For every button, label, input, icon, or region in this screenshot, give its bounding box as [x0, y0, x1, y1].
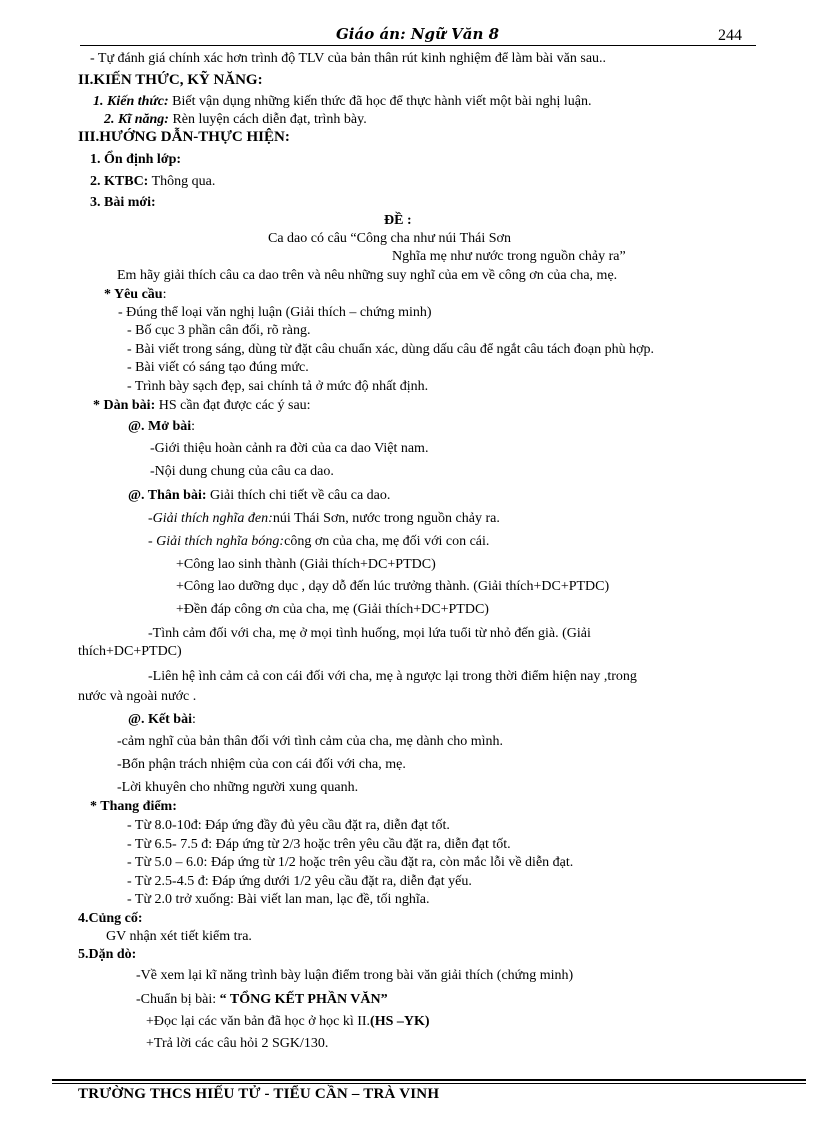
conclusion-item: -Lời khuyên cho những người xung quanh.	[117, 780, 359, 795]
footer-rule-thin	[52, 1083, 806, 1084]
conclusion-item: -Bổn phận trách nhiệm của con cái đối với cha, mẹ.	[117, 757, 406, 772]
page-number: 244	[718, 27, 742, 44]
body-item	[148, 510, 500, 527]
exam-quote-2: Nghĩa mẹ như nước trong nguồn chảy ra”	[392, 249, 626, 264]
grading-item: - Từ 6.5- 7.5 đ: Đáp ứng từ 2/3 hoặc trên yêu cầu đặt ra, diễn đạt tốt.	[127, 837, 511, 852]
step-5-subitem: +Trả lời các câu hỏi 2 SGK/130.	[146, 1036, 329, 1051]
grading-item: - Từ 2.0 trở xuống: Bài viết lan man, lạc đề, tối nghĩa.	[127, 892, 430, 907]
conclusion-label: @. Kết bài	[128, 712, 192, 727]
requirement-item: - Đúng thể loại văn nghị luận (Giải thích – chứng minh)	[118, 305, 432, 320]
skill-label: 2. Kĩ năng:	[104, 112, 169, 127]
body-item: -Liên hệ ình cảm cả con cái đối với cha, mẹ à ngược lại trong thời điểm hiện nay ,trong	[148, 669, 637, 684]
body-item-continued: nước và ngoài nước .	[78, 689, 197, 704]
header-title: Giáo án: Ngữ Văn 8	[336, 25, 500, 43]
knowledge-label: 1. Kiến thức:	[93, 94, 169, 109]
body-subitem: +Công lao dưỡng dục , dạy dỗ đến lúc trưởng thành. (Giải thích+DC+PTDC)	[176, 579, 610, 594]
requirements-label: * Yêu cầu	[104, 287, 163, 302]
outline-heading	[93, 397, 311, 414]
step-5-item	[136, 991, 388, 1008]
requirement-item: - Bài viết trong sáng, dùng từ đặt câu chuẩn xác, dùng dấu câu để ngắt câu tách đoạn phù hợp.	[127, 342, 654, 357]
exam-title: ĐỀ :	[384, 213, 412, 228]
intro-item: -Nội dung chung của câu ca dao.	[150, 464, 334, 479]
step-2-label: 2. KTBC:	[90, 174, 149, 189]
body-heading	[128, 487, 390, 504]
conclusion-item: -cảm nghĩ của bản thân đối với tình cảm của cha, mẹ dành cho mình.	[117, 734, 504, 749]
footer-school: TRƯỜNG THCS HIẾU TỬ - TIỂU CẦN – TRÀ VINH	[78, 1086, 440, 1102]
figurative-meaning-text: công ơn của cha, mẹ đối với con cái.	[284, 534, 490, 549]
reread-note: (HS –YK)	[370, 1014, 430, 1029]
step-5-item: -Về xem lại kĩ năng trình bày luận điểm trong bài văn giải thích (chứng minh)	[136, 968, 574, 983]
body-label: @. Thân bài:	[128, 488, 207, 503]
intro-heading	[128, 418, 195, 435]
step-2-text: Thông qua.	[148, 174, 216, 189]
grading-item: - Từ 2.5-4.5 đ: Đáp ứng dưới 1/2 yêu cầu đặt ra, diễn đạt yếu.	[127, 874, 472, 889]
body-subitem: +Đền đáp công ơn của cha, mẹ (Giải thích+DC+PTDC)	[176, 602, 489, 617]
exam-question: Em hãy giải thích câu ca dao trên và nêu những suy nghĩ của em về công ơn của cha, mẹ.	[117, 268, 618, 283]
intro-colon: :	[191, 419, 196, 434]
step-1: 1. Ổn định lớp:	[90, 152, 182, 167]
grading-item: - Từ 8.0-10đ: Đáp ứng đầy đủ yêu cầu đặt ra, diễn đạt tốt.	[127, 818, 450, 833]
figurative-meaning-label: - Giải thích nghĩa bóng:	[148, 534, 285, 549]
step-4-text: GV nhận xét tiết kiểm tra.	[106, 929, 252, 944]
requirement-item: - Trình bày sạch đẹp, sai chính tả ở mức độ nhất định.	[127, 379, 429, 394]
skill-line	[104, 111, 367, 128]
prepare-lesson: “ TỔNG KẾT PHẦN VĂN”	[219, 992, 388, 1007]
intro-label: @. Mở bài	[128, 419, 192, 434]
step-4: 4.Củng cố:	[78, 911, 143, 926]
section-heading-3: III.HƯỚNG DẪN-THỰC HIỆN:	[78, 129, 290, 145]
objective-line: - Tự đánh giá chính xác hơn trình độ TLV của bản thân rút kinh nghiệm để làm bài văn sau..	[90, 51, 607, 66]
footer-rule-thick	[52, 1079, 806, 1081]
header-rule	[80, 45, 756, 46]
knowledge-text: Biết vận dụng những kiến thức đã học để thực hành viết một bài nghị luận.	[168, 94, 592, 109]
step-5: 5.Dặn dò:	[78, 947, 137, 962]
literal-meaning-text: núi Thái Sơn, nước trong nguồn chảy ra.	[272, 511, 500, 526]
conclusion-colon: :	[191, 712, 196, 727]
reread-text: +Đọc lại các văn bản đã học ở học kì II.	[146, 1014, 371, 1029]
section-heading-2: II.KIẾN THỨC, KỸ NĂNG:	[78, 72, 263, 88]
intro-item: -Giới thiệu hoàn cảnh ra đời của ca dao Việt nam.	[150, 441, 429, 456]
body-text: Giải thích chi tiết về câu ca dao.	[206, 488, 391, 503]
step-2	[90, 173, 215, 190]
outline-text: HS cần đạt được các ý sau:	[155, 398, 311, 413]
requirement-item: - Bài viết có sáng tạo đúng mức.	[127, 360, 309, 375]
requirement-item: - Bố cục 3 phần cân đối, rõ ràng.	[127, 323, 311, 338]
step-3: 3. Bài mới:	[90, 195, 156, 210]
body-subitem: +Công lao sinh thành (Giải thích+DC+PTDC)	[176, 557, 436, 572]
grading-item: - Từ 5.0 – 6.0: Đáp ứng từ 1/2 hoặc trên yêu cầu đặt ra, còn mắc lỗi về diễn đạt.	[127, 855, 574, 870]
grading-heading: * Thang điểm:	[90, 799, 177, 814]
body-item-continued: thích+DC+PTDC)	[78, 644, 182, 659]
body-item	[148, 533, 489, 550]
literal-meaning-label: -Giải thích nghĩa đen:	[148, 511, 273, 526]
step-5-subitem	[146, 1013, 430, 1030]
prepare-label: -Chuẩn bị bài:	[136, 992, 220, 1007]
skill-text: Rèn luyện cách diễn đạt, trình bày.	[168, 112, 367, 127]
knowledge-line	[93, 93, 592, 110]
outline-label: * Dàn bài:	[93, 398, 156, 413]
exam-quote-1: Ca dao có câu “Công cha như núi Thái Sơn	[268, 231, 511, 246]
conclusion-heading	[128, 711, 196, 728]
requirements-colon: :	[162, 287, 167, 302]
requirements-heading	[104, 286, 166, 303]
body-item: -Tình cảm đối với cha, mẹ ở mọi tình huống, mọi lứa tuổi từ nhỏ đến già. (Giải	[148, 626, 591, 641]
